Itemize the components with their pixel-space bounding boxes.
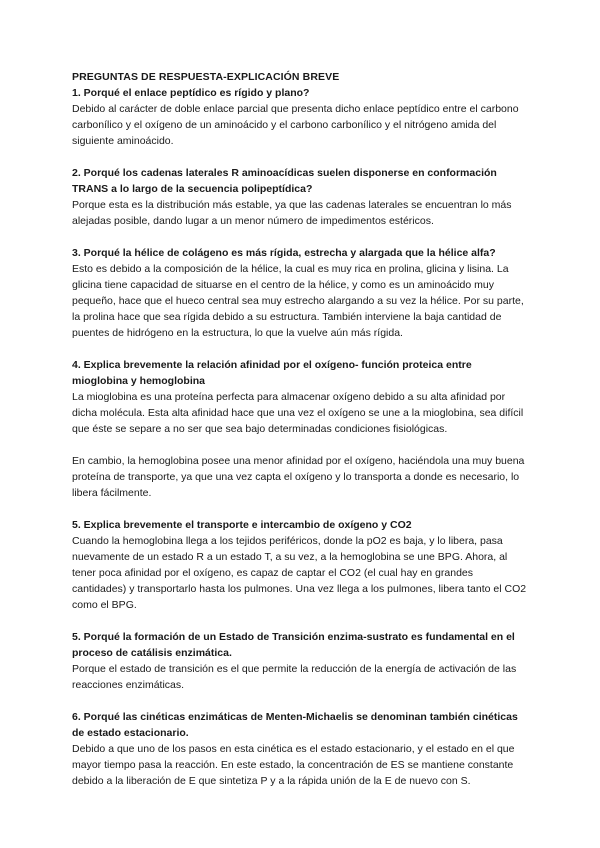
answer-paragraph: Esto es debido a la composición de la hélice, la cual es muy rica en prolina, glicina y lisina. La glicina tiene capacidad de situarse en el centro de la hélice, y como es un aminoácido muy pequeño, hace que el hueco central sea muy estrecho alargando a su vez la hélice. Por su parte, la prolina hace que sea rígida debido a su estructura. También interviene la baja cantidad de puentes de hidrógeno en la estructura, lo que la vuelve aún más rígida. — [72, 263, 524, 339]
question-block-5 — [72, 517, 530, 613]
question-heading: 5. Explica brevemente el transporte e intercambio de oxígeno y CO2 — [72, 519, 412, 531]
question-heading: 3. Porqué la hélice de colágeno es más rígida, estrecha y alargada que la hélice alfa? — [72, 247, 496, 259]
answer-paragraph: Debido al carácter de doble enlace parcial que presenta dicho enlace peptídico entre el carbono carbonílico y el oxígeno de un aminoácido y el carbono carbonílico y el nitrógeno amida del siguiente aminoácido. — [72, 103, 519, 147]
question-block-2 — [72, 165, 530, 229]
answer-paragraph: Cuando la hemoglobina llega a los tejidos periféricos, donde la pO2 es baja, y lo libera, pasa nuevamente de un estado R a un estado T, a su vez, a la hemoglobina se une BPG. Ahora, al tener poca afinidad por el oxígeno, es capaz de captar el CO2 (el cual hay en grandes cantidades) y transportarlo hasta los pulmones. Una vez llega a los pulmones, libera tanto el CO2 como el BPG. — [72, 535, 527, 611]
question-block-1 — [72, 85, 530, 149]
question-heading: 1. Porqué el enlace peptídico es rígido y plano? — [72, 87, 310, 99]
question-heading: 6. Porqué las cinéticas enzimáticas de Menten-Michaelis se denominan también cinéticas de estado estacionario. — [72, 711, 518, 739]
question-block-6 — [72, 629, 530, 693]
answer-paragraph: Porque el estado de transición es el que permite la reducción de la energía de activación de las reacciones enzimáticas. — [72, 663, 517, 691]
answer-paragraph: Porque esta es la distribución más estable, ya que las cadenas laterales se encuentran lo más alejadas posible, dando lugar a un menor número de impedimentos estéricos. — [72, 199, 512, 227]
answer-paragraph: Debido a que uno de los pasos en esta cinética es el estado estacionario, y el estado en el que mayor tiempo pasa la reacción. En este estado, la concentración de ES se mantiene constante debido a la liberación de E que sintetiza P y a la rápida unión de la E de nuevo con S. — [72, 743, 515, 787]
question-block-4 — [72, 357, 530, 501]
question-heading: 2. Porqué los cadenas laterales R aminoacídicas suelen disponerse en conformación TRANS a lo largo de la secuencia polipeptídica? — [72, 167, 497, 195]
question-heading: 4. Explica brevemente la relación afinidad por el oxígeno- función proteica entre mioglobina y hemoglobina — [72, 359, 472, 387]
question-block-7 — [72, 709, 530, 789]
question-block-3 — [72, 245, 530, 341]
answer-paragraph: La mioglobina es una proteína perfecta para almacenar oxígeno debido a su alta afinidad por dicha molécula. Esta alta afinidad hace que una vez el oxígeno se une a la mioglobina, sea difícil que éste se separe a no ser que sea bajo determinadas condiciones fisiológicas. — [72, 391, 524, 435]
document-title: PREGUNTAS DE RESPUESTA-EXPLICACIÓN BREVE — [72, 71, 340, 83]
answer-paragraph: En cambio, la hemoglobina posee una menor afinidad por el oxígeno, haciéndola una muy buena proteína de transporte, ya que una vez capta el oxígeno y lo transporta a donde es necesario, lo libera fácilmente. — [72, 455, 525, 499]
question-heading: 5. Porqué la formación de un Estado de Transición enzima-sustrato es fundamental en el proceso de catálisis enzimática. — [72, 631, 515, 659]
